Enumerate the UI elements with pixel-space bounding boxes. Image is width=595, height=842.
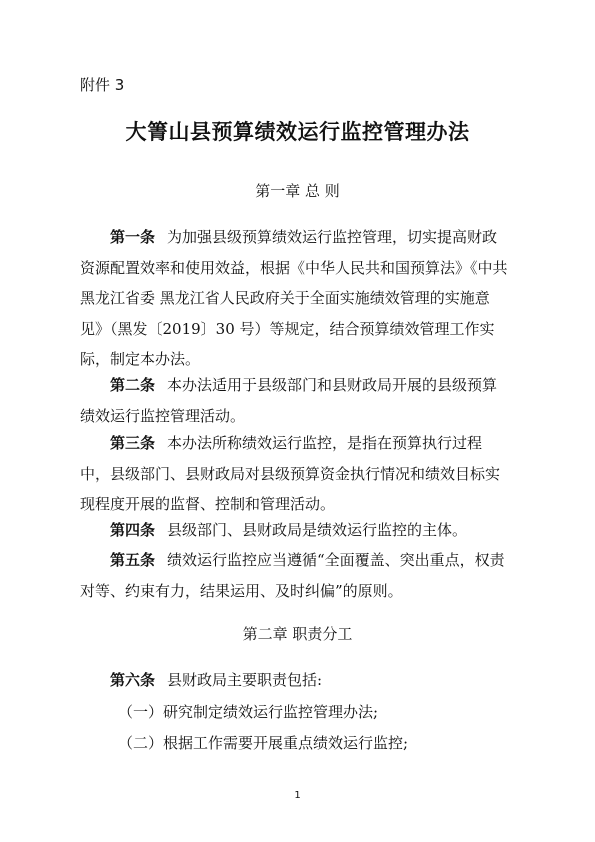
article-text: 本办法所称绩效运行监控，是指在预算执行过程中，县级部门、县财政局对县级预算资金执行情况和绩效目标实现程度开展的监督、控制和管理活动。	[80, 434, 501, 513]
article-2	[80, 370, 512, 431]
article-text: 县级部门、县财政局是绩效运行监控的主体。	[167, 521, 468, 539]
article-3	[80, 428, 512, 520]
article-label: 第五条	[110, 551, 156, 569]
article-label: 第三条	[110, 434, 156, 452]
list-item: （一）研究制定绩效运行监控管理办法;	[118, 703, 379, 721]
article-4	[80, 515, 512, 546]
article-6	[80, 665, 512, 696]
page-number: 1	[294, 790, 301, 801]
article-label: 第二条	[110, 376, 156, 394]
article-label: 第六条	[110, 671, 156, 689]
article-text: 县财政局主要职责包括:	[167, 671, 323, 689]
article-text: 绩效运行监控应当遵循“全面覆盖、突出重点，权责对等、约束有力，结果运用、及时纠偏”的原则。	[80, 551, 505, 600]
article-label: 第四条	[110, 521, 156, 539]
document-title: 大箐山县预算绩效运行监控管理办法	[125, 119, 470, 144]
chapter-heading-2: 第二章 职责分工	[242, 625, 353, 643]
article-label: 第一条	[110, 228, 156, 246]
article-text: 本办法适用于县级部门和县财政局开展的县级预算绩效运行监控管理活动。	[80, 376, 498, 425]
article-5	[80, 545, 512, 606]
list-item: （二）根据工作需要开展重点绩效运行监控;	[118, 734, 409, 752]
chapter-heading-1: 第一章 总 则	[255, 182, 340, 200]
article-1	[80, 222, 512, 375]
attachment-label: 附件 3	[80, 76, 125, 94]
article-text: 为加强县级预算绩效运行监控管理，切实提高财政资源配置效率和使用效益，根据《中华人民共和国预算法》《中共黑龙江省委 黑龙江省人民政府关于全面实施绩效管理的实施意见》（黑发〔2019〕30 号）等规定，结合预算绩效管理工作实际，制定本办法。	[80, 228, 508, 368]
